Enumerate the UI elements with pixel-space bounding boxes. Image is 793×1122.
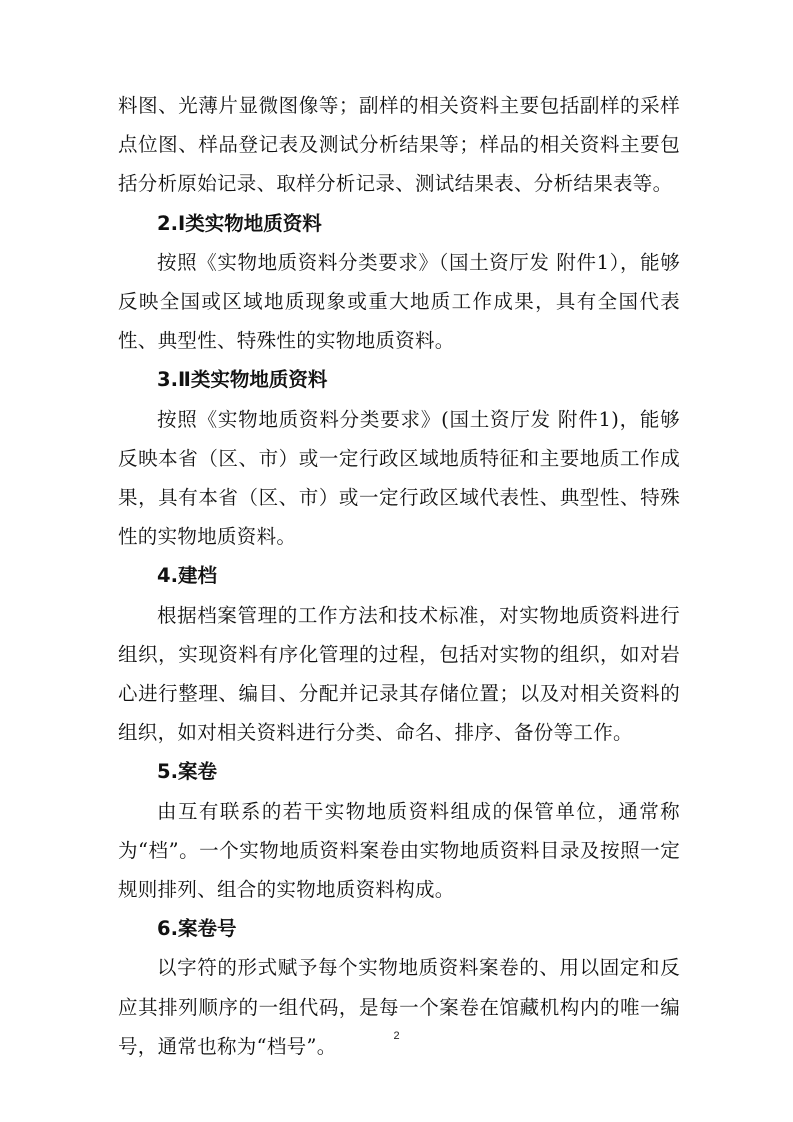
section-heading-class-2: 3.Ⅱ类实物地质资料	[157, 368, 328, 392]
section-heading-class-1: 2.Ⅰ类实物地质资料	[157, 211, 322, 235]
section-heading-file: 5.案卷	[157, 760, 217, 784]
body-text	[118, 86, 680, 1066]
page-number: 2	[393, 1030, 400, 1042]
section-heading-file-number: 6.案卷号	[157, 917, 237, 941]
section-body-class-2: 按照《实物地质资料分类要求》(国土资厅发 附件1)，能够反映本省（区、市）或一定行政区域地质特征和主要地质工作成果，具有本省（区、市）或一定行政区域代表性、典型性、特殊性的实物地质资料。	[118, 407, 680, 549]
continuation-paragraph: 料图、光薄片显微图像等；副样的相关资料主要包括副样的采样点位图、样品登记表及测试分析结果等；样品的相关资料主要包括分析原始记录、取样分析记录、测试结果表、分析结果表等。	[118, 94, 680, 196]
section-body-file: 由互有联系的若干实物地质资料组成的保管单位，通常称为“档”。一个实物地质资料案卷由实物地质资料目录及按照一定规则排列、组合的实物地质资料构成。	[118, 799, 680, 902]
section-body-class-1: 按照《实物地质资料分类要求》（国土资厅发 附件1），能够反映全国或区域地质现象或重大地质工作成果，具有全国代表性、典型性、特殊性的实物地质资料。	[118, 250, 680, 353]
section-heading-archiving: 4.建档	[157, 564, 217, 588]
section-body-file-number: 以字符的形式赋予每个实物地质资料案卷的、用以固定和反应其排列顺序的一组代码，是每一个案卷在馆藏机构内的唯一编号，通常也称为“档号”。	[118, 956, 680, 1058]
section-body-archiving: 根据档案管理的工作方法和技术标准，对实物地质资料进行组织，实现资料有序化管理的过程，包括对实物的组织，如对岩心进行整理、编目、分配并记录其存储位置；以及对相关资料的组织，如对相关资料进行分类、命名、排序、备份等工作。	[118, 603, 680, 745]
